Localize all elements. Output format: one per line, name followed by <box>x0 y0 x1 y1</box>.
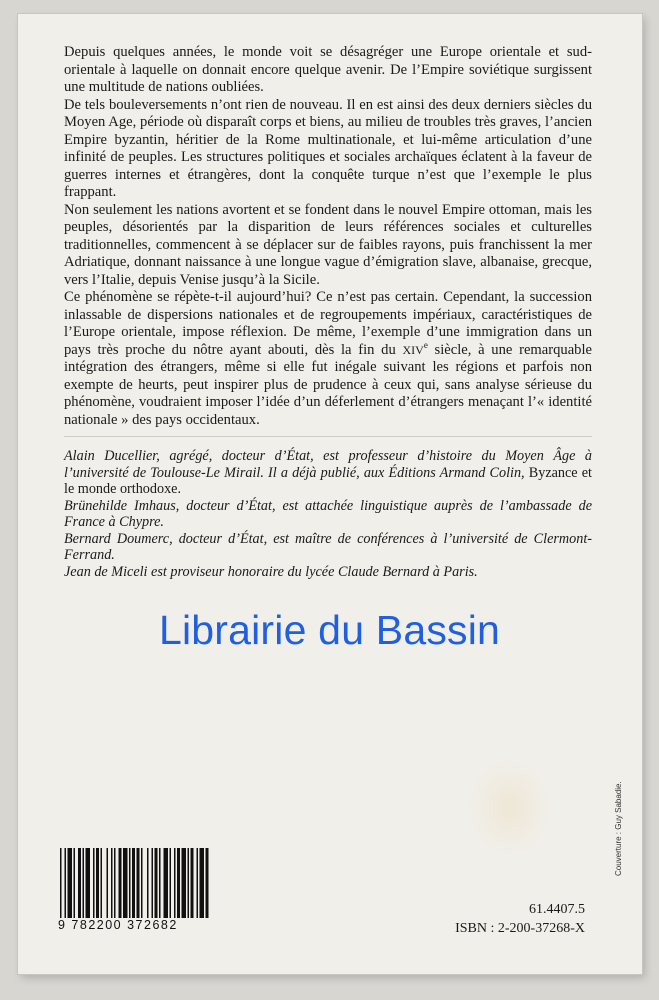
barcode-bar <box>123 848 128 918</box>
barcode-bar <box>86 848 91 918</box>
barcode-bar <box>197 848 199 918</box>
century-numeral: XIV <box>402 342 424 357</box>
barcode-bar <box>206 848 209 918</box>
barcode-bar <box>147 848 149 918</box>
cover-credit: Couverture : Guy Sabadie. <box>614 781 623 876</box>
blurb-text <box>64 44 592 429</box>
barcode-bar <box>111 848 113 918</box>
barcode-bar <box>65 848 67 918</box>
section-divider <box>64 436 592 437</box>
seller-watermark: Librairie du Bassin <box>158 607 501 653</box>
barcode-bar <box>159 848 161 918</box>
barcode-bar <box>170 848 172 918</box>
paper-stain <box>470 760 550 855</box>
barcode-bar <box>78 848 81 918</box>
barcode-bar <box>93 848 95 918</box>
barcode-bar <box>200 848 205 918</box>
author-bios <box>64 448 592 580</box>
barcode-bar <box>141 848 143 918</box>
barcode-bar <box>155 848 158 918</box>
barcode-bar <box>132 848 135 918</box>
blurb-p4-part-1: Ce phénomène se répète-t-il aujourd’hui? Ce n’est pas certain. Cependant, la succession inlassable de dispersions nationales et de regroupements impériaux, caractéristiques de l’Europe orientale, impose réflexion. De même, l’exemple d’une immigration dans un pays très proche du nôtre ayant abouti, dès la fin du <box>64 289 592 358</box>
author-bio-imhaus: Brünehilde Imhaus, docteur d’État, est attachée linguistique auprès de l’ambassade de France à Chypre. <box>64 497 592 530</box>
barcode-bar <box>114 848 116 918</box>
blurb-paragraph-1: Depuis quelques années, le monde voit se désagréger une Europe orientale et sud-orientale à laquelle on donnait encore quelque avenir. De l’Empire soviétique surgissent une multitude de nations oubliées. <box>64 44 592 95</box>
barcode-bar <box>177 848 180 918</box>
isbn-number: ISBN : 2-200-37268-X <box>455 921 585 936</box>
reference-number: 61.4407.5 <box>529 902 585 917</box>
barcode-bar <box>74 848 76 918</box>
barcode-bar <box>182 848 187 918</box>
barcode-bar <box>68 848 73 918</box>
barcode-bar <box>191 848 194 918</box>
barcode-bar <box>188 848 190 918</box>
author-bio-ducellier <box>64 448 592 498</box>
blurb-paragraph-3: Non seulement les nations avortent et se fondent dans le nouvel Empire ottoman, mais les peuples, désorientés par la disparition de leurs références sociales et culturelles traditionnelles, commencent à se déplacer sur de faibles rayons, puis franchissent la mer Adriatique, donnant naissance à une longue vague d’émigration slave, albanaise, grecque, vers l’Italie, depuis Venise jusqu’à la Sicile. <box>64 201 592 288</box>
barcode-bar <box>119 848 122 918</box>
blurb-p4-part-2: siècle, à une remarquable intégration des étrangers, même si elle fut inégale suivant les régions et parfois non exempte de heurts, peut inspirer plus de prudence à ceux qui, sans analyse sérieuse du phénomène, voudraient imposer l’idée d’un déferlement d’étrangers menaçant l’« identité nationale » des pays occidentaux. <box>64 341 593 428</box>
barcode-bar <box>107 848 109 918</box>
book-title-reference: Byzance et le monde orthodoxe. <box>64 464 592 497</box>
blurb-paragraph-2: De tels bouleversements n’ont rien de nouveau. Il en est ainsi des deux derniers siècles du Moyen Age, période où disparaît corps et biens, au milieu de troubles très graves, l’ancien Empire byzantin, héritier de la Rome multinationale, et lui-même articulation d’une infinité de peuples. Les structures politiques et sociales archaïques éclatent à la faveur de guerres internes et étrangères, dont la conquête turque n’est que l’exemple le plus frappant. <box>64 96 592 200</box>
century-suffix: e <box>423 339 428 350</box>
barcode-bar <box>96 848 99 918</box>
barcode-bar <box>60 848 62 918</box>
author-bio-ducellier-text: Alain Ducellier, agrégé, docteur d’État, est professeur d’histoire du Moyen Âge à l’université de Toulouse-Le Mirail. Il a déjà publié, aux Éditions Armand Colin, <box>64 448 592 481</box>
barcode-bar <box>101 848 103 918</box>
barcode <box>60 848 210 918</box>
barcode-bar <box>152 848 154 918</box>
author-bio-miceli: Jean de Miceli est proviseur honoraire du lycée Claude Bernard à Paris. <box>64 563 478 580</box>
blurb-paragraph-4 <box>64 289 592 429</box>
barcode-digits: 9 782200 372682 <box>58 918 178 932</box>
barcode-bar <box>83 848 85 918</box>
barcode-bar <box>137 848 140 918</box>
barcode-bar <box>164 848 169 918</box>
barcode-bar <box>129 848 131 918</box>
barcode-bar <box>174 848 176 918</box>
author-bio-doumerc: Bernard Doumerc, docteur d’État, est maître de conférences à l’université de Clermont-Ferrand. <box>64 530 592 563</box>
